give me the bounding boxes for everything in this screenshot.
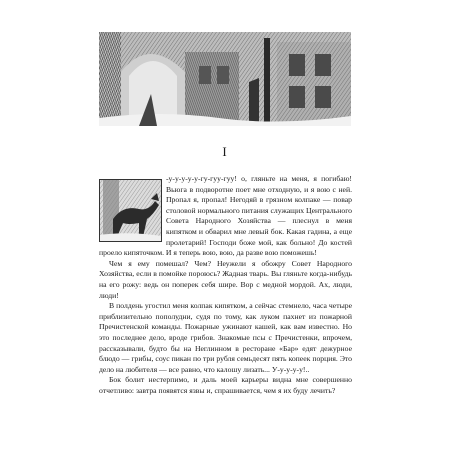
paragraph-1: -у-у-у-у-у-гу-гуу-гуу! о, гляньте на меня, я погибаю! Вьюга в подворотне поет мне отходную, и я вою с ней. Пропал я, пропал! Негодяй в грязном колпаке — повар столовой нормального питания служащих Центрального Совета Народного Хозяйства — плеснул в меня кипятком и обварил мне левый бок. Какая гадина, а еще пролетарий! Господи боже мой, как больно! До костей проело кипяточком. И я теперь вою, вою, да разве вою поможешь! [99,174,352,258]
paragraph-3: В полдень угостил меня колпак кипятком, а сейчас стемнело, часа четыре приблизительно пополудни, судя по тому, как луком пахнет из пожарной Пречистенской команды. Пожарные ужинают кашей, как вам известно. Но это последнее дело, вроде грибов. Знакомые псы с Пречистенки, впрочем, рассказывали, будто бы на Неглинном в ресторане «Бар» едят дежурное блюдо — грибы, соус пикан по три рубля семьдесят пять копеек порция. Это дело на любителя — все равно, что калошу лизать... У-у-у-у-у!.. [99,301,352,374]
street-archway-engraving [99,32,351,126]
vignette-spacer [99,174,166,248]
chapter-number: I [222,144,228,159]
paragraph-2: Чем я ему помешал? Чем? Неужели я обожру Совет Народного Хозяйства, если в помойке пороюсь? Жадная тварь. Вы гляньте когда-нибудь на его рожу: ведь он поперек себя шире. Вор с медной мордой. Ах, люди, люди! [99,258,352,300]
header-illustration [99,32,351,126]
chapter-text [99,174,352,396]
paragraph-4: Бок болит нестерпимо, и даль моей карьеры видна мне совершенно отчетливо: завтра появятся язвы и, спрашивается, чем я их буду лечить? [99,375,352,395]
